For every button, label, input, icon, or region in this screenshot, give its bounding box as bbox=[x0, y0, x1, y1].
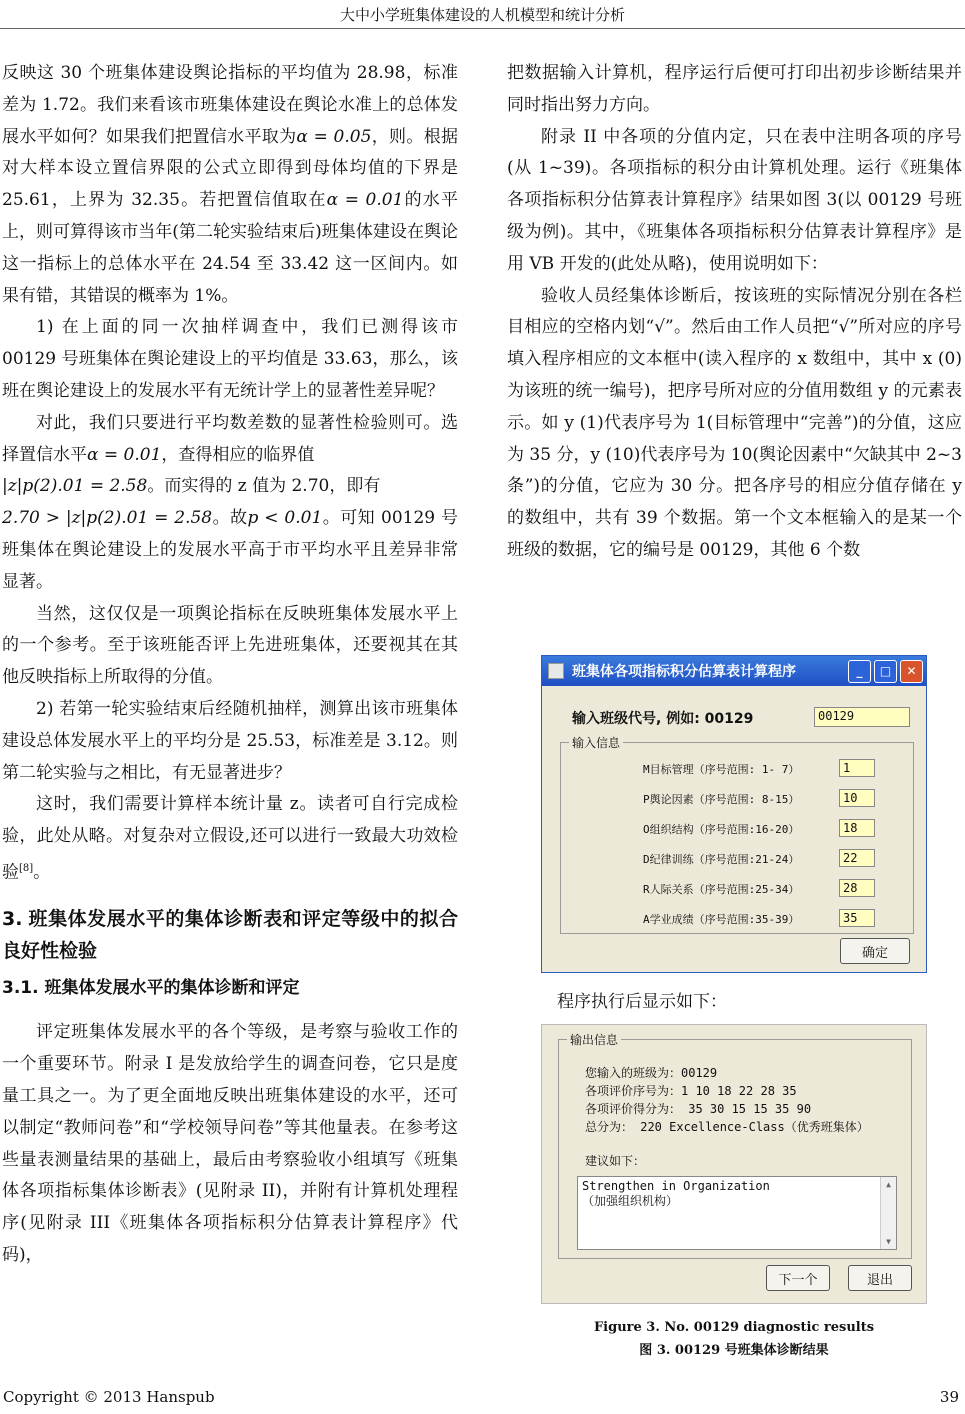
advice-line-1: Strengthen in Organization bbox=[582, 1179, 770, 1193]
row-label-o: O组织结构（序号范围:16-20） bbox=[643, 823, 800, 836]
running-header: 大中小学班集体建设的人机模型和统计分析 bbox=[339, 6, 625, 24]
page-number: 39 bbox=[939, 1388, 959, 1406]
output-class-line: 您输入的班级为：00129 bbox=[585, 1066, 718, 1080]
input-groupbox bbox=[560, 736, 914, 934]
output-items-line: 各项评价序号为：1 10 18 22 28 35 bbox=[585, 1084, 797, 1098]
row-label-m: M目标管理（序号范围: 1- 7） bbox=[643, 763, 800, 776]
row-label-p: P舆论因素（序号范围: 8-15） bbox=[643, 793, 800, 806]
header-divider bbox=[0, 28, 965, 29]
right-paragraph-1: 把数据输入计算机，程序运行后便可打印出初步诊断结果并同时指出努力方向。 bbox=[507, 63, 962, 115]
paragraph-5: 2) 若第一轮实验结束后经随机抽样，测算出该市班集体建设总体发展水平上的平均分是 25.53，标准差是 3.12。则第二轮实验与之相比，有无显著进步？ bbox=[2, 698, 458, 783]
output-group-title: 输出信息 bbox=[567, 1031, 621, 1048]
window-titlebar bbox=[542, 656, 926, 686]
scroll-up-icon[interactable]: ▲ bbox=[886, 1180, 891, 1189]
row-input-o[interactable]: 18 bbox=[839, 819, 875, 837]
subsection-heading-3-1: 3.1. 班集体发展水平的集体诊断和评定 bbox=[2, 978, 300, 999]
row-input-p[interactable]: 10 bbox=[839, 789, 875, 807]
left-column bbox=[2, 58, 458, 1272]
next-button[interactable]: 下一个 bbox=[766, 1265, 830, 1291]
scroll-down-icon[interactable]: ▼ bbox=[886, 1237, 891, 1246]
app-icon bbox=[548, 663, 564, 679]
output-total-line: 总分为： 220 Excellence-Class（优秀班集体） bbox=[585, 1120, 869, 1134]
input-group-title: 输入信息 bbox=[569, 734, 623, 751]
advice-label: 建议如下： bbox=[585, 1154, 646, 1168]
class-code-input[interactable]: 00129 bbox=[814, 707, 910, 727]
right-paragraph-3: 验收人员经集体诊断后，按该班的实际情况分别在各栏目相应的空格内划“√”。然后由工作人员把“√”所对应的序号填入程序相应的文本框中(读入程序的 x 数组中，其中 x (0)为该班的统一编号)，把序号所对应的分值用数组 y 的元素表示。如 y (1)代表序号为 1(目标管理中“完善”)的分值，这应为 35 分，y (10)代表序号为 10(舆论因素中“欠缺其中 2~3 条”)的分值，它应为 30 分。把各序号的相应分值存储在 y 的数组中，共有 39 个数据。第一个文本框输入的是某一个班级的数据，它的编号是 00129，其他 6 个数 bbox=[507, 285, 962, 560]
caption-en: Figure 3. No. 00129 diagnostic results bbox=[593, 1320, 875, 1335]
right-column bbox=[507, 58, 962, 567]
output-window bbox=[541, 1024, 927, 1304]
exit-button[interactable]: 退出 bbox=[848, 1265, 912, 1291]
section-heading-3: 3. 班集体发展水平的集体诊断表和评定等级中的拟合良好性检验 bbox=[2, 908, 458, 963]
advice-textarea[interactable] bbox=[577, 1176, 897, 1250]
paragraph-3: 对此，我们只要进行平均数差数的显著性检验则可。选择置信水平α = 0.01，查得相应的临界值 |z|p(2).01 = 2.58。而实得的 z 值为 2.70，即有 2.70 > |z|p(2).01 = 2.58。故p < 0.01。可知 00129 号班集体在舆论建设上的发展水平高于市平均水平且差异非常显著。 bbox=[2, 412, 458, 592]
row-label-d: D纪律训练（序号范围:21-24） bbox=[643, 853, 800, 866]
paragraph-6: 这时，我们需要计算样本统计量 z。读者可自行完成检验，此处从略。对复杂对立假设,还可以进行一致最大功效检验[8]。 bbox=[2, 794, 458, 883]
output-scores-line: 各项评价得分为： 35 30 15 15 35 90 bbox=[585, 1102, 812, 1116]
advice-scrollbar[interactable] bbox=[880, 1177, 896, 1249]
row-input-a[interactable]: 35 bbox=[839, 909, 875, 927]
paragraph-1: 反映这 30 个班集体建设舆论指标的平均值为 28.98，标准差为 1.72。我们来看该市班集体建设在舆论水准上的总体发展水平如何？如果我们把置信水平取为α = 0.05，则。根据对大样本设立置信界限的公式立即得到母体均值的下界是 25.61，上界为 32.35。若把置信值取在α = 0.01的水平上，则可算得该市当年(第二轮实验结束后)班集体建设在舆论这一指标上的总体水平在 24.54 至 33.42 这一区间内。如果有错，其错误的概率为 1%。 bbox=[2, 63, 459, 306]
row-input-d[interactable]: 22 bbox=[839, 849, 875, 867]
output-groupbox bbox=[558, 1033, 912, 1259]
minimize-button[interactable]: _ bbox=[848, 660, 871, 683]
caption-zh: 图 3. 00129 号班集体诊断结果 bbox=[639, 1343, 829, 1358]
right-paragraph-2: 附录 II 中各项的分值内定，只在表中注明各项的序号(从 1~39)。各项指标的积分由计算机处理。运行《班集体各项指标积分估算表计算程序》结果如图 3(以 00129 号班级为例)。其中，《班集体各项指标积分估算表计算程序》是用 VB 开发的(此处从略)，使用说明如下： bbox=[507, 126, 962, 274]
row-input-m[interactable]: 1 bbox=[839, 759, 875, 777]
paragraph-2: 1) 在上面的同一次抽样调查中，我们已测得该市 00129 号班集体在舆论建设上的平均值是 33.63，那么，该班在舆论建设上的发展水平有无统计学上的显著性差异呢？ bbox=[2, 317, 458, 401]
row-label-a: A学业成绩（序号范围:35-39） bbox=[643, 913, 800, 926]
advice-line-2: （加强组织机构） bbox=[582, 1194, 679, 1208]
input-window bbox=[541, 655, 927, 973]
paragraph-7: 评定班集体发展水平的各个等级，是考察与验收工作的一个重要环节。附录 I 是发放给学生的调查问卷，它只是度量工具之一。为了更全面地反映出班集体建设的水平，还可以制定“教师问卷”和“学校领导问卷”等其他量表。在参考这些量表测量结果的基础上，最后由考察验收小组填写《班集体各项指标集体诊断表》(见附录 II)，并附有计算机处理程序(见附录 III《班集体各项指标积分估算表计算程序》代码)， bbox=[2, 1022, 458, 1265]
maximize-button[interactable]: □ bbox=[874, 660, 897, 683]
row-input-r[interactable]: 28 bbox=[839, 879, 875, 897]
row-label-r: R人际关系（序号范围:25-34） bbox=[643, 883, 800, 896]
class-code-label: 输入班级代号, 例如: 00129 bbox=[572, 711, 754, 727]
ok-button[interactable]: 确定 bbox=[840, 938, 910, 964]
paragraph-4: 当然，这仅仅是一项舆论指标在反映班集体发展水平上的一个参考。至于该班能否评上先进班集体，还要视其在其他反映指标上所取得的分值。 bbox=[2, 603, 458, 688]
citation[interactable]: [8] bbox=[19, 862, 34, 874]
exec-caption: 程序执行后显示如下： bbox=[557, 992, 727, 1012]
window-title: 班集体各项指标积分估算表计算程序 bbox=[572, 664, 796, 680]
close-button[interactable]: ✕ bbox=[900, 660, 923, 683]
copyright: Copyright © 2013 Hanspub bbox=[3, 1388, 215, 1406]
